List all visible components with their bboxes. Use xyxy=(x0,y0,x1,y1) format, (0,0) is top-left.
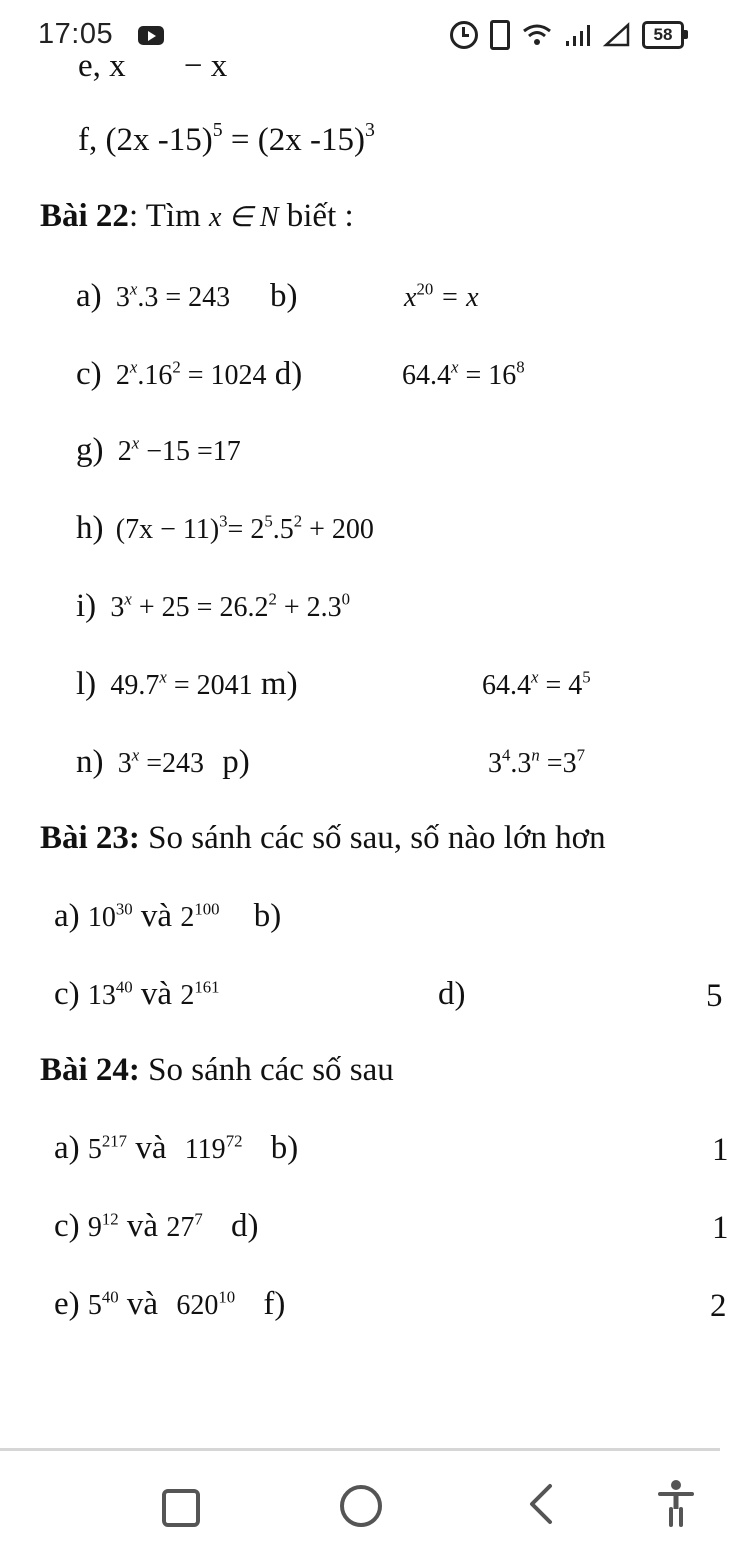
signal-icon xyxy=(564,23,592,47)
item-24f-cut: 2 xyxy=(710,1288,727,1324)
math-term: −15 =17 xyxy=(146,436,241,467)
math-term: = x xyxy=(440,282,479,313)
exponent: x xyxy=(131,745,140,765)
back-button[interactable] xyxy=(526,1483,556,1525)
math-term: = 2 xyxy=(227,514,265,545)
exponent: 72 xyxy=(225,1131,243,1151)
math-term: 119 xyxy=(184,1134,226,1165)
item-22i xyxy=(76,586,350,628)
item-22g xyxy=(76,430,241,472)
item-24a xyxy=(54,1128,298,1170)
exponent: 217 xyxy=(101,1131,128,1151)
math-term: 49.7 xyxy=(110,670,160,701)
exponent: x xyxy=(129,279,138,299)
item-label: f, xyxy=(78,122,98,158)
exponent: 2 xyxy=(293,511,303,531)
exponent: 100 xyxy=(194,899,220,919)
exponent: 0 xyxy=(341,589,351,609)
item-22p xyxy=(488,744,585,784)
item-22n xyxy=(76,742,250,784)
exponent: 3 xyxy=(219,511,228,531)
item-23a xyxy=(54,896,281,938)
exponent: x xyxy=(124,589,132,609)
bai-24-heading xyxy=(40,1050,394,1090)
item-22l xyxy=(76,664,298,706)
math-term: = 4 xyxy=(545,670,583,701)
home-button[interactable] xyxy=(340,1485,382,1527)
item-label: c) xyxy=(54,976,80,1012)
exponent: 5 xyxy=(264,511,273,531)
item-label: b) xyxy=(270,1130,299,1166)
math-term: 2 xyxy=(180,980,195,1011)
document-view[interactable] xyxy=(0,48,729,1444)
item-label: l) xyxy=(76,666,97,702)
item-label: a) xyxy=(54,898,80,934)
navigation-bar xyxy=(0,1448,720,1563)
recents-button[interactable] xyxy=(162,1489,200,1527)
conjunction: và xyxy=(140,898,173,934)
math-term: =243 xyxy=(146,748,204,779)
item-22c xyxy=(76,354,302,396)
heading-text: : Tìm xyxy=(128,198,201,234)
battery-icon xyxy=(642,21,684,49)
item-label: f) xyxy=(263,1286,286,1322)
math-term: x xyxy=(404,282,417,313)
item-label: e) xyxy=(54,1286,80,1322)
item-22m xyxy=(482,666,591,706)
item-label: a) xyxy=(76,278,102,314)
math-term: 2 xyxy=(117,436,132,467)
no-sim-icon xyxy=(604,23,630,47)
item-label: g) xyxy=(76,432,104,468)
heading-text: So sánh các số sau, số nào lớn hơn xyxy=(148,820,606,856)
exponent: 10 xyxy=(218,1287,236,1307)
exercise-f xyxy=(78,120,375,160)
exponent: x xyxy=(159,667,167,687)
youtube-notification-icon xyxy=(138,26,164,45)
item-label: n) xyxy=(76,744,104,780)
item-22b-label xyxy=(270,276,298,316)
item-23c xyxy=(54,974,220,1016)
exponent: 4 xyxy=(502,745,511,765)
item-label: c) xyxy=(76,356,102,392)
exercise-title: Bài 23: xyxy=(40,820,140,856)
exponent: 40 xyxy=(115,977,133,997)
item-label: c) xyxy=(54,1208,80,1244)
math-term: = 1024 xyxy=(187,360,267,391)
math-term: − xyxy=(183,48,203,84)
exponent: x xyxy=(451,357,459,377)
item-23d-cut: 5 xyxy=(706,978,723,1014)
item-22d xyxy=(402,356,525,396)
math-term: 64.4 xyxy=(482,670,531,701)
math-term: = 2041 xyxy=(173,670,253,701)
item-24c xyxy=(54,1206,258,1248)
item-label: d) xyxy=(230,1208,259,1244)
math-term: 3 xyxy=(488,748,502,779)
math-term: (2x -15) xyxy=(105,122,213,158)
item-24b-cut: 1 xyxy=(712,1132,729,1168)
math-term: = 16 xyxy=(465,360,517,391)
exponent: 161 xyxy=(194,977,220,997)
wifi-icon xyxy=(522,23,552,47)
item-24d-cut: 1 xyxy=(712,1210,729,1246)
exercise-title: Bài 24: xyxy=(40,1052,140,1088)
exercise-title: Bài 22 xyxy=(40,198,129,234)
exponent: 8 xyxy=(516,357,525,377)
math-term: x ∈ N xyxy=(209,202,279,233)
math-term: .16 xyxy=(137,360,173,391)
math-term: .5 xyxy=(272,514,294,545)
item-label: m) xyxy=(260,666,298,702)
exercise-e xyxy=(78,46,227,86)
exponent: x xyxy=(129,357,138,377)
exponent: 20 xyxy=(416,279,434,299)
math-term: 3 xyxy=(115,282,130,313)
vibrate-icon xyxy=(490,20,510,50)
exponent: 2 xyxy=(268,589,277,609)
exponent: 5 xyxy=(582,667,591,687)
accessibility-button[interactable] xyxy=(658,1479,694,1527)
conjunction: và xyxy=(140,976,173,1012)
bai-22-heading xyxy=(40,196,354,238)
item-label: b) xyxy=(253,898,282,934)
item-23d-label xyxy=(438,974,466,1014)
exponent: 7 xyxy=(194,1209,203,1229)
math-term: .3 xyxy=(510,748,532,779)
exponent: 12 xyxy=(101,1209,119,1229)
item-label: d) xyxy=(438,976,466,1012)
math-term: (7x − 11) xyxy=(115,514,220,545)
item-22a xyxy=(76,276,230,318)
item-22b xyxy=(404,278,479,318)
math-term: + 200 xyxy=(309,514,374,545)
item-label: h) xyxy=(76,510,104,546)
item-label: i) xyxy=(76,588,97,624)
item-label: p) xyxy=(222,744,250,780)
math-term: = xyxy=(230,122,250,158)
math-term: 27 xyxy=(166,1212,195,1243)
exponent: 40 xyxy=(101,1287,119,1307)
status-icons xyxy=(450,20,684,50)
conjunction: và xyxy=(126,1286,159,1322)
heading-text: biết : xyxy=(286,198,354,234)
exponent: x xyxy=(531,667,539,687)
item-label: d) xyxy=(274,356,303,392)
math-term: 64.4 xyxy=(402,360,451,391)
math-term: + 2.3 xyxy=(283,592,342,623)
math-term: + 25 = 26.2 xyxy=(138,592,269,623)
conjunction: và xyxy=(126,1208,159,1244)
math-term: x xyxy=(109,48,126,84)
math-term: 2 xyxy=(180,902,195,933)
math-term: 3 xyxy=(110,592,125,623)
item-22h xyxy=(76,508,374,550)
math-term: x xyxy=(210,48,228,84)
item-label: b) xyxy=(270,278,298,314)
exponent: n xyxy=(531,745,540,765)
exponent: 3 xyxy=(364,119,375,142)
math-term: 5 xyxy=(87,1134,102,1165)
exponent: 30 xyxy=(115,899,133,919)
conjunction: và xyxy=(135,1130,167,1166)
math-term: 3 xyxy=(117,748,132,779)
item-24e xyxy=(54,1284,285,1326)
heading-text: So sánh các số sau xyxy=(148,1052,394,1088)
math-term: 13 xyxy=(87,980,116,1011)
battery-level: 58 xyxy=(653,25,673,44)
exponent: 7 xyxy=(576,745,585,765)
math-term: 5 xyxy=(87,1290,102,1321)
math-term: =3 xyxy=(546,748,577,779)
math-term: 9 xyxy=(87,1212,102,1243)
status-time: 17:05 xyxy=(38,18,114,50)
math-term: 620 xyxy=(176,1290,219,1321)
accessibility-icon xyxy=(658,1479,694,1527)
exponent: x xyxy=(131,433,140,453)
math-term: 10 xyxy=(87,902,116,933)
math-term: (2x -15) xyxy=(257,122,365,158)
item-label: a) xyxy=(54,1130,80,1166)
item-label: e, xyxy=(78,48,101,84)
exponent: 2 xyxy=(172,357,181,377)
math-term: .3 = 243 xyxy=(137,282,231,313)
bai-23-heading xyxy=(40,818,606,858)
alarm-icon xyxy=(450,21,478,49)
math-term: 2 xyxy=(115,360,130,391)
exponent: 5 xyxy=(212,119,223,142)
